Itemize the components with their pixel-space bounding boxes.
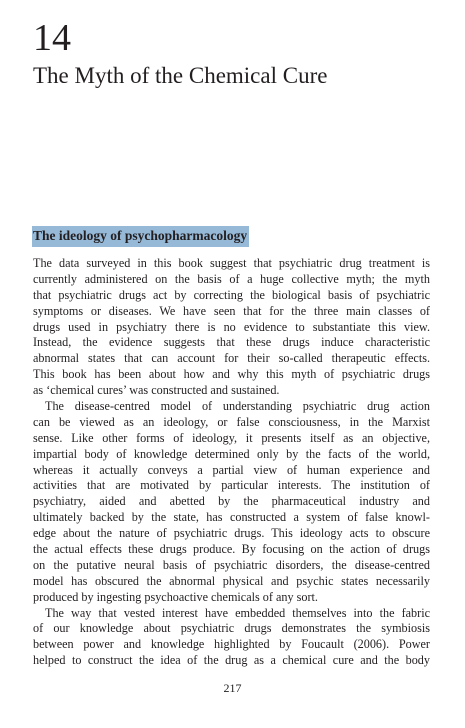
paragraph xyxy=(33,399,430,606)
chapter-number: 14 xyxy=(33,17,71,59)
text-line: This book has been about how and why this myth of psychiatric drugs xyxy=(33,367,430,382)
page-number: 217 xyxy=(223,681,242,695)
chapter-title: The Myth of the Chemical Cure xyxy=(33,63,328,88)
text-line: psychiatry, aided and abetted by the pharmaceutical industry and xyxy=(33,494,430,509)
text-line: drugs used in psychiatry there is no evidence to substantiate this view. xyxy=(33,319,430,334)
text-line: on the putative neural basis of psychiatric disorders, the disease-centred xyxy=(33,557,430,572)
body-text xyxy=(33,256,430,669)
paragraph xyxy=(33,256,430,399)
text-line: edge about the nature of psychiatric drugs. This ideology acts to obscure xyxy=(33,526,430,541)
text-line: currently administered on the basis of a huge collective myth; the myth xyxy=(33,271,430,286)
text-line: as ‘chemical cures’ was constructed and sustained. xyxy=(33,383,280,398)
text-line: can be viewed as an ideology, or false consciousness, in the Marxist xyxy=(33,414,430,429)
text-line: whereas it actually conveys a partial view of human experience and xyxy=(33,462,430,477)
text-line: The way that vested interest have embedded themselves into the fabric xyxy=(45,605,430,620)
text-line: Instead, the evidence suggests that these drugs induce characteristic xyxy=(33,335,430,350)
text-line: activities that are motivated by particular interests. The institution of xyxy=(33,478,430,493)
text-line: between power and knowledge highlighted by Foucault (2006). Power xyxy=(33,637,430,652)
text-line: impartial body of knowledge determined only by the facts of the world, xyxy=(33,446,430,461)
text-line: sense. Like other forms of ideology, it presents itself as an objective, xyxy=(33,430,430,445)
text-line: abnormal states that can account for their so-called therapeutic effects. xyxy=(33,351,430,366)
text-line: ultimately backed by the state, has constructed a system of false knowl- xyxy=(33,510,430,525)
text-line: The disease-centred model of understanding psychiatric drug action xyxy=(45,399,430,414)
text-line: produced by ingesting psychoactive chemicals of any sort. xyxy=(33,589,318,604)
text-line: that psychiatric drugs act by correcting the biological basis of psychiatric xyxy=(33,287,430,302)
text-line: The data surveyed in this book suggest that psychiatric drug treatment is xyxy=(33,256,430,270)
text-line: of our knowledge about psychiatric drugs demonstrates the symbiosis xyxy=(33,621,430,636)
text-line: model has obscured the abnormal physical and psychic states necessarily xyxy=(33,573,430,588)
text-line: symptoms or diseases. We have seen that for the three main classes of xyxy=(33,303,430,318)
section-heading-highlighted[interactable]: The ideology of psychopharmacology xyxy=(32,226,249,247)
text-line: the actual effects these drugs produce. By focusing on the action of drugs xyxy=(33,542,430,557)
text-line: helped to construct the idea of the drug as a chemical cure and the body xyxy=(33,653,430,668)
paragraph xyxy=(33,606,430,670)
